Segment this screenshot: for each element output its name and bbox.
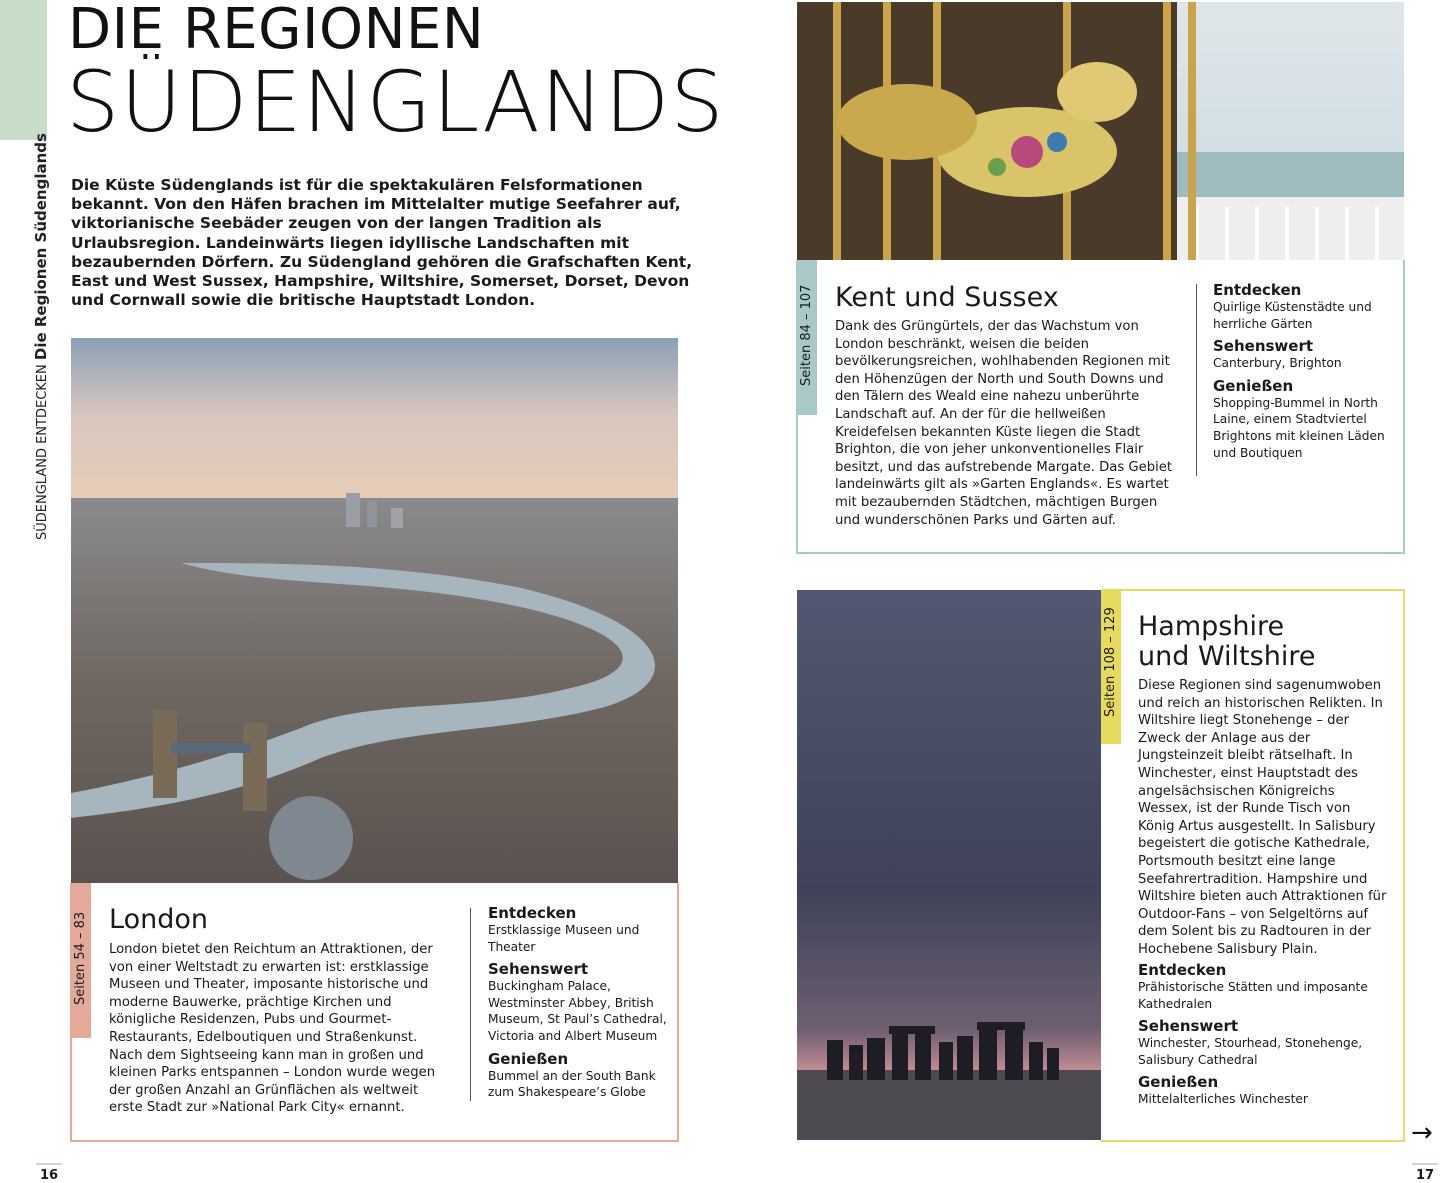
kent-pages-label: Seiten 84 – 107 (799, 284, 814, 386)
section-color-band (0, 0, 47, 140)
page-number-right: 17 (1416, 1168, 1435, 1183)
hampshire-sidebar (1138, 961, 1388, 1113)
hampshire-title-line1: Hampshire (1138, 611, 1285, 642)
hampshire-entdecken-label: Entdecken (1138, 961, 1227, 979)
hampshire-entdecken: Prähistorische Stätten und imposante Kathedralen (1138, 980, 1368, 1011)
london-page-tab (71, 883, 91, 1038)
page-number-rule-right (1412, 1163, 1438, 1165)
kent-geniessen: Shopping-Bummel in North Laine, einem Stadtviertel Brightons mit kleinen Läden und Boutiquen (1213, 395, 1385, 460)
hampshire-title-line2: und Wiltshire (1138, 641, 1316, 672)
london-pages-label: Seiten 54 – 83 (73, 911, 88, 1005)
running-head (32, 133, 50, 540)
kent-sehenswert: Canterbury, Brighton (1213, 356, 1342, 371)
kent-sehenswert-label: Sehenswert (1213, 337, 1314, 356)
kent-page-tab (797, 260, 817, 415)
kent-entdecken-label: Entdecken (1213, 281, 1302, 299)
kent-text: Dank des Grüngürtels, der das Wachstum von London beschränkt, weisen die beiden bevölkerungsreichen, wohlhabenden Regionen mit den Höhenzügen der North und South Downs und den Tälern des Weald eine nahezu unberührte Landschaft auf. An der für die hellweißen Kreidefelsen bekannten Küste liegen die Stadt Brighton, die von jeher unkonventionelles Flair besitzt, und das aufstrebende Margate. Das Gebiet landeinwärts gilt als »Garten Englands«. Es wartet mit bezaubernden Städtchen, mächtigen Burgen und wunderschönen Parks und Gärten auf. (835, 319, 1173, 528)
running-head-chapter: Die Regionen Südenglands (32, 133, 50, 361)
hampshire-sehenswert-label: Sehenswert (1138, 1017, 1239, 1036)
london-entdecken: Erstklassige Museen und Theater (488, 923, 640, 954)
london-sehenswert: Buckingham Palace, Westminster Abbey, British Museum, St Paul’s Cathedral, Victoria and Albert Museum (488, 979, 667, 1043)
london-sidebar (488, 904, 668, 1106)
hampshire-sehenswert: Winchester, Stourhead, Stonehenge, Salisbury Cathedral (1138, 1036, 1363, 1067)
london-divider (470, 908, 471, 1101)
london-aerial-photo (71, 338, 678, 883)
intro-paragraph: Die Küste Südenglands ist für die spektakulären Felsformationen bekannt. Von den Häfen brachen im Mittelalter mutige Seefahrer auf, viktorianische Seebäder zeugen von der langen Tradition als Urlaubsregion. Landeinwärts liegen idyllische Landschaften mit bezaubernden Dörfern. Zu Südengland gehören die Grafschaften Kent, East und West Sussex, Hampshire, Wiltshire, Somerset, Dorset, Devon und Cornwall sowie die britische Hauptstadt London. (71, 176, 693, 310)
hampshire-geniessen-label: Genießen (1138, 1073, 1219, 1092)
hampshire-text: Diese Regionen sind sagenumwoben und reich an historischen Relikten. In Wiltshire liegt Stonehenge – der Zweck der Anlage aus der Jungsteinzeit bleibt rätselhaft. In Winchester, einst Hauptstadt des angelsächsischen Königreichs Wessex, ist der Runde Tisch von König Artus ausgestellt. In Salisbury begeistert die gotische Kathedrale, Portsmouth besitzt eine lange Seefahrertradition. Hampshire und Wiltshire bieten auch Attraktionen für Outdoor-Fans – von Selgeltörns auf dem Solent bis zu Radtouren in der Hochebene Salisbury Plain. (1138, 678, 1387, 957)
stonehenge-photo (797, 590, 1101, 1140)
london-geniessen: Bummel an der South Bank zum Shakespeare’s Globe (488, 1068, 656, 1100)
page-number-rule-left (36, 1163, 62, 1165)
london-text: London bietet den Reichtum an Attraktionen, der von einer Weltstadt zu erwarten ist: erstklassige Museen und Theater, imposante historische und moderne Bauwerke, prächtige Kirchen und königliche Residenzen, Pubs und Gourmet-Restaurants, Edelboutiquen und Straßenkunst. Nach dem Sightseeing kann man in großen und kleinen Parks entspannen – London wurde wegen der großen Anzahl an Grünflächen als weltweit erste Stadt zur »National Park City« ernannt. (109, 942, 436, 1116)
hampshire-geniessen: Mittelalterliches Winchester (1138, 1092, 1308, 1107)
london-title: London (109, 904, 208, 935)
arrow-right-icon[interactable]: → (1411, 1118, 1433, 1148)
kent-sidebar (1213, 281, 1393, 466)
kent-geniessen-label: Genießen (1213, 376, 1294, 395)
london-geniessen-label: Genießen (488, 1049, 569, 1068)
kent-divider (1196, 284, 1197, 476)
page-title-line2: SÜDENGLANDS (66, 53, 725, 151)
london-sehenswert-label: Sehenswert (488, 960, 589, 979)
carousel-photo (797, 2, 1404, 260)
page-title-line1: DIE REGIONEN (68, 0, 485, 62)
running-head-section: SÜDENGLAND ENTDECKEN (35, 364, 50, 540)
hampshire-page-tab (1101, 589, 1121, 744)
kent-entdecken: Quirlige Küstenstädte und herrliche Gärten (1213, 300, 1372, 331)
page-number-left: 16 (40, 1168, 59, 1183)
hampshire-pages-label: Seiten 108 – 129 (1103, 607, 1118, 717)
kent-title: Kent und Sussex (835, 282, 1059, 313)
london-entdecken-label: Entdecken (488, 904, 577, 922)
